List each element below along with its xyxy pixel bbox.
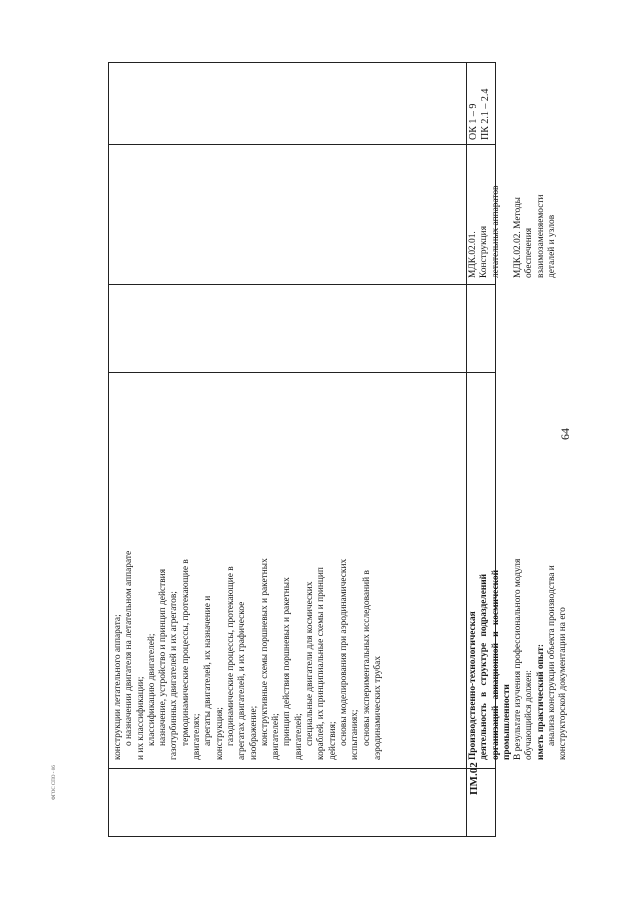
text-line: о назначении двигателя на летательном аппарате	[124, 550, 135, 746]
col-divider	[108, 768, 496, 769]
text-line: В результате изучения профессионального модуля	[513, 558, 524, 760]
text-line: организаций авиационной и космической	[490, 570, 501, 760]
footer-code: ФГОС СПО - 06	[52, 765, 57, 800]
col-divider	[108, 284, 496, 285]
competencies	[468, 62, 492, 140]
text-line: деталей и узлов	[547, 214, 558, 278]
text-line: Конструкция	[479, 225, 490, 278]
text-line: назначение, устройство и принцип действия	[158, 568, 169, 746]
text-line: агрегатах двигателей, и их графическое	[237, 601, 248, 760]
text-line: агрегаты двигателей, их назначение и	[203, 595, 214, 746]
module-code: ПМ.02	[468, 762, 480, 795]
text-line: газодинамические процессы, протекающие в	[225, 566, 236, 746]
text-line: специальные двигатели для космических	[305, 581, 316, 746]
text-line: газотурбинных двигателей и их агрегатов;	[169, 591, 180, 760]
text-line: промышленности	[501, 684, 512, 760]
text-line: ПК 2.1 – 2.4	[480, 88, 491, 140]
text-line: аэродинамических трубах	[372, 655, 383, 760]
text-line: обеспечения	[524, 227, 535, 278]
text-line: двигателей;	[293, 713, 304, 760]
text-line: изображение;	[248, 705, 259, 760]
text-line: МДК.02.01.	[468, 231, 478, 278]
text-line: обучающийся должен:	[524, 670, 535, 760]
text-line: двигателей;	[271, 713, 282, 760]
col-divider	[108, 144, 496, 145]
text-line: ОК 1 – 9	[468, 103, 479, 140]
text-line: двигателях;	[192, 713, 203, 760]
text-line: иметь практический опыт:	[535, 644, 546, 760]
module-description	[468, 368, 570, 760]
knowledge-list	[113, 368, 384, 760]
text-line: основы моделирования при аэродинамических	[338, 558, 349, 746]
text-line: летательных аппаратов	[490, 185, 501, 278]
text-line: деятельность в структуре подразделений	[479, 573, 490, 760]
text-line: конструктивные схемы поршневых и ракетных	[259, 558, 270, 746]
text-line: конструкции летательного аппарата;	[113, 614, 123, 760]
text-line: конструкторской документации на его	[558, 607, 569, 760]
text-line: кораблей, их принципиальные схемы и принцип	[316, 567, 327, 760]
page-number: 64	[558, 428, 572, 440]
text-line: классификацию двигателей;	[146, 633, 157, 746]
row-divider	[466, 62, 467, 837]
text-line	[502, 148, 513, 278]
text-line: принцип действия поршневых и ракетных	[282, 577, 293, 746]
text-line: основы экспериментальных исследований в	[361, 570, 372, 746]
text-line: и их классификации;	[135, 676, 146, 760]
text-line: МДК.02.02. Методы	[513, 197, 524, 278]
text-line: конструкция;	[214, 707, 225, 760]
text-line: взаимозаменяемости	[535, 194, 546, 278]
text-line: Производственно-технологическая	[468, 611, 478, 760]
text-line: действия;	[327, 721, 338, 760]
text-line: термодинамические процессы, протекающие в	[180, 559, 191, 746]
text-line: испытаниях;	[350, 709, 361, 760]
interdisciplinary-courses	[468, 148, 558, 278]
text-line: анализа конструкции объекта производства и	[547, 565, 558, 746]
